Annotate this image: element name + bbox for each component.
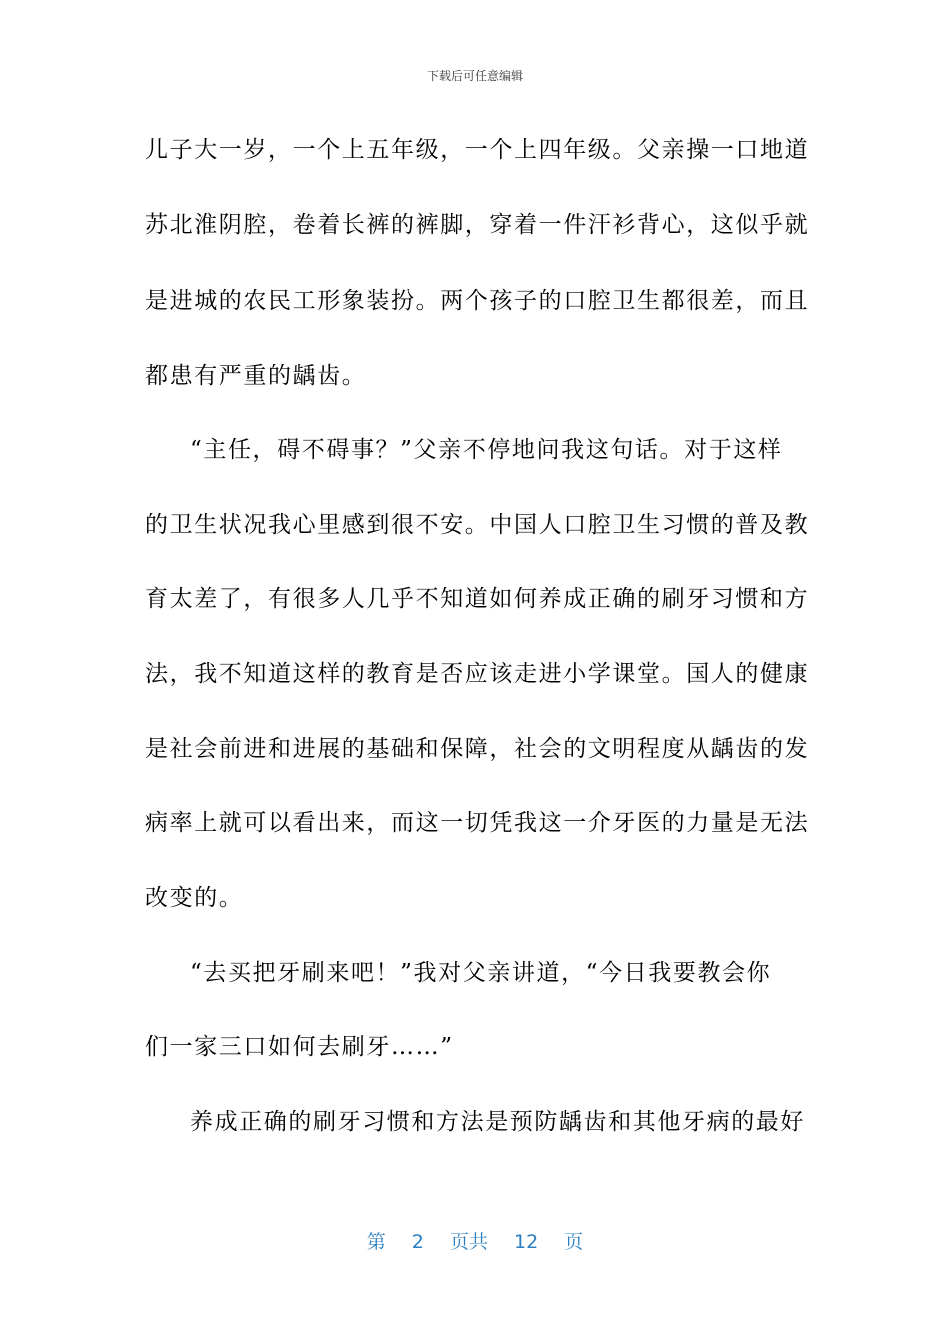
body-line: 是社会前进和进展的基础和保障，社会的文明程度从龋齿的发 <box>145 736 810 762</box>
body-line: 法，我不知道这样的教育是否应该走进小学课堂。国人的健康 <box>145 661 810 687</box>
body-line: 育太差了，有很多人几乎不知道如何养成正确的刷牙习惯和方 <box>145 586 810 612</box>
body-line: 们一家三口如何去刷牙……” <box>145 1034 454 1060</box>
body-line: 养成正确的刷牙习惯和方法是预防龋齿和其他牙病的最好 <box>190 1109 805 1135</box>
footer-middle: 页共 <box>449 1231 488 1253</box>
body-line: 是进城的农民工形象装扮。两个孩子的口腔卫生都很差，而且 <box>145 288 810 314</box>
footer-suffix: 页 <box>564 1231 584 1253</box>
body-line: “去买把牙刷来吧！”我对父亲讲道，“今日我要教会你 <box>190 960 772 986</box>
body-line: 改变的。 <box>145 885 244 911</box>
header-note: 下载后可任意编辑 <box>426 69 523 83</box>
footer-total-pages: 12 <box>514 1231 539 1253</box>
footer-page-number: 2 <box>411 1231 424 1253</box>
body-line: 病率上就可以看出来，而这一切凭我这一介牙医的力量是无法 <box>145 810 810 836</box>
footer-prefix: 第 <box>366 1231 386 1253</box>
body-line: 苏北淮阴腔，卷着长裤的裤脚，穿着一件汗衫背心，这似乎就 <box>145 212 810 238</box>
body-line: 都患有严重的龋齿。 <box>145 363 367 389</box>
body-line: 的卫生状况我心里感到很不安。中国人口腔卫生习惯的普及教 <box>145 512 810 538</box>
body-line: 儿子大一岁，一个上五年级，一个上四年级。父亲操一口地道 <box>145 137 810 163</box>
page-footer <box>0 1227 950 1254</box>
body-line: “主任，碍不碍事？”父亲不停地问我这句话。对于这样 <box>190 437 783 463</box>
